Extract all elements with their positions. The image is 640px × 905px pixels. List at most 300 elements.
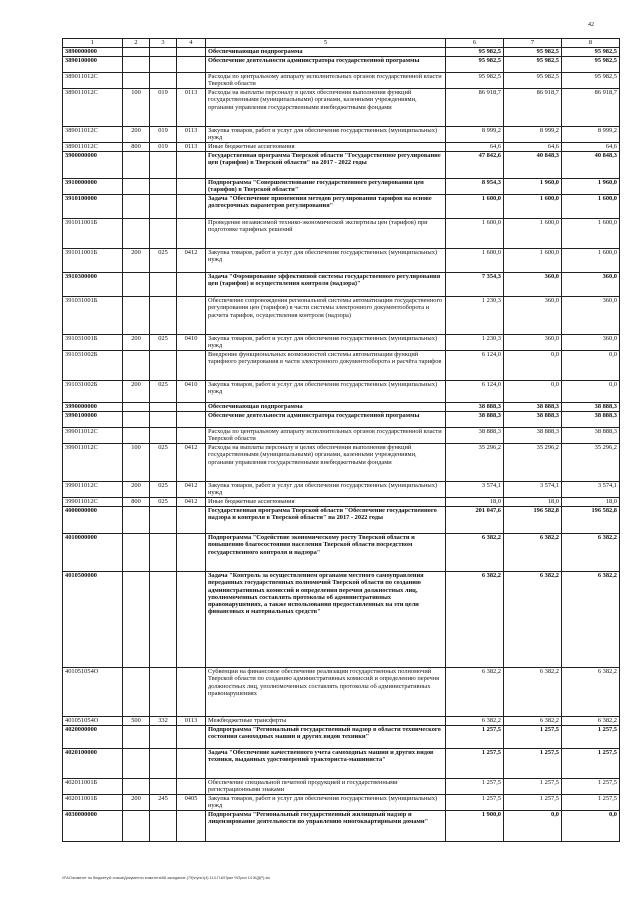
budget-code-cell: 389011012С — [63, 89, 123, 127]
page-number: 42 — [588, 22, 594, 28]
section-cell — [123, 811, 150, 842]
amount-year3-cell: 35 296,2 — [562, 444, 620, 482]
table-row — [63, 297, 620, 335]
item-name-cell: Подпрограмма "Содействие экономическому росту Тверской области и повышению благосостояния населения Тверской области посредством государственного контроля и надзора" — [206, 534, 446, 572]
budget-code-cell: 4030000000 — [63, 811, 123, 842]
amount-year1-cell: 35 296,2 — [446, 444, 504, 482]
section-cell: 200 — [123, 127, 150, 143]
amount-year1-cell: 47 842,6 — [446, 152, 504, 179]
amount-year3-cell: 38 888,3 — [562, 403, 620, 412]
amount-year1-cell: 6 124,0 — [446, 381, 504, 403]
expense-type-cell — [177, 811, 206, 842]
table-row — [63, 57, 620, 73]
amount-year2-cell: 35 296,2 — [504, 444, 562, 482]
table-row — [63, 48, 620, 57]
amount-year2-cell: 95 982,5 — [504, 73, 562, 89]
amount-year3-cell: 95 982,5 — [562, 48, 620, 57]
table-row — [63, 717, 620, 726]
budget-code-cell: 3910000000 — [63, 179, 123, 195]
subsection-cell — [150, 351, 177, 381]
item-name-cell: Обеспечивающая подпрограмма — [206, 48, 446, 57]
amount-year2-cell: 1 600,0 — [504, 195, 562, 219]
table-row — [63, 795, 620, 811]
table-row — [63, 779, 620, 795]
column-number-6: 6 — [446, 39, 504, 48]
amount-year2-cell: 6 382,2 — [504, 668, 562, 717]
amount-year2-cell: 0,0 — [504, 811, 562, 842]
subsection-cell: 025 — [150, 335, 177, 351]
item-name-cell: Государственная программа Тверской области "Государственное регулирование цен (тарифов) в Тверской области" на 2017 - 2022 годы — [206, 152, 446, 179]
item-name-cell: Подпрограмма "Региональный государственный надзор в области технического состояния самоходных машин и других видов техники" — [206, 726, 446, 749]
amount-year1-cell: 95 982,5 — [446, 73, 504, 89]
amount-year1-cell: 6 382,2 — [446, 534, 504, 572]
amount-year2-cell: 38 888,3 — [504, 403, 562, 412]
amount-year1-cell: 38 888,3 — [446, 428, 504, 444]
amount-year3-cell: 6 382,2 — [562, 668, 620, 717]
expense-type-cell — [177, 152, 206, 179]
column-number-7: 7 — [504, 39, 562, 48]
section-cell — [123, 297, 150, 335]
amount-year2-cell: 1 257,5 — [504, 779, 562, 795]
amount-year1-cell: 1 257,5 — [446, 779, 504, 795]
budget-table — [62, 38, 620, 842]
amount-year3-cell: 1 257,5 — [562, 795, 620, 811]
budget-code-cell: 399011012С — [63, 482, 123, 498]
amount-year3-cell: 6 382,2 — [562, 717, 620, 726]
section-cell — [123, 219, 150, 249]
amount-year1-cell: 3 574,1 — [446, 482, 504, 498]
amount-year3-cell: 3 574,1 — [562, 482, 620, 498]
budget-code-cell: 391031001Б — [63, 297, 123, 335]
amount-year1-cell: 6 382,2 — [446, 572, 504, 668]
amount-year3-cell: 38 888,3 — [562, 428, 620, 444]
subsection-cell — [150, 507, 177, 534]
budget-table-body — [63, 39, 620, 842]
column-number-2: 2 — [123, 39, 150, 48]
amount-year3-cell: 38 888,3 — [562, 412, 620, 428]
table-row — [63, 444, 620, 482]
subsection-cell — [150, 779, 177, 795]
budget-code-cell: 3900000000 — [63, 152, 123, 179]
section-cell: 800 — [123, 143, 150, 152]
amount-year2-cell: 40 848,3 — [504, 152, 562, 179]
budget-code-cell: 389011012С — [63, 127, 123, 143]
section-cell — [123, 726, 150, 749]
amount-year3-cell: 1 600,0 — [562, 195, 620, 219]
item-name-cell: Закупка товаров, работ и услуг для обеспечения государственных (муниципальных) нужд — [206, 795, 446, 811]
budget-code-cell: 3890100000 — [63, 57, 123, 73]
item-name-cell: Закупка товаров, работ и услуг для обеспечения государственных (муниципальных) нужд — [206, 381, 446, 403]
amount-year3-cell: 1 257,5 — [562, 749, 620, 779]
item-name-cell: Обеспечивающая подпрограмма — [206, 403, 446, 412]
amount-year1-cell: 8 999,2 — [446, 127, 504, 143]
subsection-cell — [150, 297, 177, 335]
section-cell: 200 — [123, 381, 150, 403]
subsection-cell — [150, 749, 177, 779]
section-cell — [123, 572, 150, 668]
table-row — [63, 73, 620, 89]
section-cell — [123, 403, 150, 412]
item-name-cell: Задача "Обеспечение применения методов регулирования тарифов на основе долгосрочных параметров регулирования" — [206, 195, 446, 219]
amount-year2-cell: 1 600,0 — [504, 219, 562, 249]
item-name-cell: Иные бюджетные ассигнования — [206, 498, 446, 507]
amount-year1-cell: 1 600,0 — [446, 219, 504, 249]
table-row — [63, 749, 620, 779]
amount-year2-cell: 1 257,5 — [504, 749, 562, 779]
column-number-5: 5 — [206, 39, 446, 48]
table-row — [63, 811, 620, 842]
item-name-cell: Подпрограмма "Совершенствование государственного регулирования цен (тарифов) в Тверской области" — [206, 179, 446, 195]
amount-year1-cell: 95 982,5 — [446, 57, 504, 73]
amount-year2-cell: 0,0 — [504, 351, 562, 381]
subsection-cell: 025 — [150, 498, 177, 507]
budget-code-cell: 3990000000 — [63, 403, 123, 412]
column-number-1: 1 — [63, 39, 123, 48]
budget-code-cell: 4000000000 — [63, 507, 123, 534]
table-row — [63, 412, 620, 428]
subsection-cell: 019 — [150, 143, 177, 152]
subsection-cell — [150, 572, 177, 668]
section-cell — [123, 152, 150, 179]
table-row — [63, 507, 620, 534]
budget-code-cell: 4010500000 — [63, 572, 123, 668]
item-name-cell: Расходы по центральному аппарату исполнительных органов государственной власти Тверской области — [206, 428, 446, 444]
expense-type-cell — [177, 297, 206, 335]
amount-year2-cell: 18,0 — [504, 498, 562, 507]
expense-type-cell — [177, 195, 206, 219]
expense-type-cell: 0113 — [177, 89, 206, 127]
amount-year3-cell: 6 382,2 — [562, 572, 620, 668]
table-row — [63, 381, 620, 403]
expense-type-cell — [177, 668, 206, 717]
item-name-cell: Обеспечение деятельности администратора государственной программы — [206, 57, 446, 73]
amount-year2-cell: 3 574,1 — [504, 482, 562, 498]
table-row — [63, 335, 620, 351]
expense-type-cell: 0412 — [177, 249, 206, 273]
expense-type-cell: 0113 — [177, 717, 206, 726]
amount-year3-cell: 0,0 — [562, 381, 620, 403]
section-cell: 100 — [123, 444, 150, 482]
expense-type-cell: 0412 — [177, 444, 206, 482]
budget-code-cell: 391031001Б — [63, 335, 123, 351]
table-row — [63, 179, 620, 195]
subsection-cell — [150, 179, 177, 195]
section-cell — [123, 73, 150, 89]
budget-code-cell: 4020100000 — [63, 749, 123, 779]
table-row — [63, 351, 620, 381]
item-name-cell: Обеспечение сопровождения региональной системы автоматизации государственного регулирования цен (тарифов) в части системы электронного документооборота и расчета тарифов, осуществления контроля (надзора) — [206, 297, 446, 335]
section-cell — [123, 779, 150, 795]
amount-year1-cell: 1 600,0 — [446, 249, 504, 273]
column-number-3: 3 — [150, 39, 177, 48]
subsection-cell — [150, 668, 177, 717]
section-cell: 200 — [123, 249, 150, 273]
section-cell — [123, 48, 150, 57]
expense-type-cell: 0410 — [177, 381, 206, 403]
item-name-cell: Задача "Формирование эффективной системы государственного регулирования цен (тарифов) и осуществления контроля (надзора)" — [206, 273, 446, 297]
budget-code-cell: 402011001Б — [63, 795, 123, 811]
expense-type-cell — [177, 57, 206, 73]
amount-year3-cell: 86 918,7 — [562, 89, 620, 127]
amount-year3-cell: 1 600,0 — [562, 219, 620, 249]
expense-type-cell: 0113 — [177, 143, 206, 152]
amount-year3-cell: 18,0 — [562, 498, 620, 507]
expense-type-cell — [177, 73, 206, 89]
amount-year1-cell: 1 900,0 — [446, 811, 504, 842]
budget-code-cell: 391011001Б — [63, 219, 123, 249]
amount-year3-cell: 1 257,5 — [562, 726, 620, 749]
section-cell: 200 — [123, 482, 150, 498]
table-row — [63, 534, 620, 572]
expense-type-cell — [177, 351, 206, 381]
subsection-cell — [150, 811, 177, 842]
item-name-cell: Закупка товаров, работ и услуг для обеспечения государственных (муниципальных) нужд — [206, 127, 446, 143]
item-name-cell: Внедрение функциональных возможностей системы автоматизации функций тарифного регулирования в части электронного документооборота и расчёта тарифов — [206, 351, 446, 381]
subsection-cell: 332 — [150, 717, 177, 726]
amount-year1-cell: 8 954,3 — [446, 179, 504, 195]
table-row — [63, 428, 620, 444]
budget-code-cell: 3990100000 — [63, 412, 123, 428]
expense-type-cell — [177, 534, 206, 572]
amount-year3-cell: 0,0 — [562, 351, 620, 381]
table-row — [63, 249, 620, 273]
amount-year2-cell: 1 257,5 — [504, 795, 562, 811]
table-row — [63, 127, 620, 143]
section-cell — [123, 668, 150, 717]
subsection-cell — [150, 403, 177, 412]
item-name-cell: Межбюджетные трансферты — [206, 717, 446, 726]
table-row — [63, 668, 620, 717]
amount-year1-cell: 38 888,3 — [446, 403, 504, 412]
item-name-cell: Проведение независимой технико-экономической экспертизы цен (тарифов) при подготовке тарифных решений — [206, 219, 446, 249]
expense-type-cell — [177, 273, 206, 297]
expense-type-cell — [177, 749, 206, 779]
amount-year1-cell: 1 230,3 — [446, 335, 504, 351]
amount-year2-cell: 86 918,7 — [504, 89, 562, 127]
item-name-cell: Закупка товаров, работ и услуг для обеспечения государственных (муниципальных) нужд — [206, 482, 446, 498]
subsection-cell — [150, 428, 177, 444]
expense-type-cell — [177, 48, 206, 57]
amount-year1-cell: 1 257,5 — [446, 749, 504, 779]
table-row — [63, 219, 620, 249]
subsection-cell: 025 — [150, 249, 177, 273]
expense-type-cell — [177, 779, 206, 795]
amount-year3-cell: 6 382,2 — [562, 534, 620, 572]
subsection-cell — [150, 534, 177, 572]
table-row — [63, 726, 620, 749]
budget-code-cell: 391031002Б — [63, 381, 123, 403]
section-cell — [123, 57, 150, 73]
amount-year3-cell: 64,6 — [562, 143, 620, 152]
subsection-cell — [150, 48, 177, 57]
table-row — [63, 482, 620, 498]
budget-code-cell: 389011012С — [63, 73, 123, 89]
section-cell: 800 — [123, 498, 150, 507]
file-path-footer: \\FAO\комитет по бюджету\6 созыв\Документы комитета\58 заседание (79)\пункт(4) 113-П-6\Прил 9\Прил 14 Ж(ДР)-xls — [62, 876, 271, 880]
section-cell — [123, 195, 150, 219]
expense-type-cell — [177, 219, 206, 249]
item-name-cell: Расходы на выплаты персоналу в целях обеспечения выполнения функций государственными (муниципальными) органами, казенными учреждениями, органами управления государственными внебюджетными фондами — [206, 89, 446, 127]
subsection-cell: 025 — [150, 381, 177, 403]
budget-code-cell: 401051054О — [63, 717, 123, 726]
section-cell — [123, 179, 150, 195]
subsection-cell: 019 — [150, 127, 177, 143]
subsection-cell — [150, 412, 177, 428]
item-name-cell: Закупка товаров, работ и услуг для обеспечения государственных (муниципальных) нужд — [206, 335, 446, 351]
subsection-cell — [150, 219, 177, 249]
expense-type-cell — [177, 507, 206, 534]
amount-year3-cell: 1 600,0 — [562, 249, 620, 273]
expense-type-cell — [177, 726, 206, 749]
expense-type-cell — [177, 403, 206, 412]
amount-year1-cell: 201 047,6 — [446, 507, 504, 534]
column-number-4: 4 — [177, 39, 206, 48]
table-row — [63, 143, 620, 152]
budget-code-cell: 3910100000 — [63, 195, 123, 219]
budget-code-cell: 401051054О — [63, 668, 123, 717]
subsection-cell — [150, 726, 177, 749]
expense-type-cell: 0412 — [177, 498, 206, 507]
budget-code-cell: 4010000000 — [63, 534, 123, 572]
budget-code-cell: 4020000000 — [63, 726, 123, 749]
amount-year2-cell: 0,0 — [504, 381, 562, 403]
item-name-cell: Субвенции на финансовое обеспечение реализации государственных полномочий Тверской области по созданию административных комиссий и определению перечня должностных лиц, уполномоченных составлять протоколы об административных правонарушениях — [206, 668, 446, 717]
budget-code-cell: 402011001Б — [63, 779, 123, 795]
amount-year1-cell: 38 888,3 — [446, 412, 504, 428]
budget-code-cell: 391011001Б — [63, 249, 123, 273]
amount-year2-cell: 95 982,5 — [504, 48, 562, 57]
amount-year2-cell: 6 382,2 — [504, 534, 562, 572]
amount-year2-cell: 38 888,3 — [504, 412, 562, 428]
expense-type-cell — [177, 179, 206, 195]
expense-type-cell — [177, 412, 206, 428]
amount-year1-cell: 64,6 — [446, 143, 504, 152]
table-row — [63, 152, 620, 179]
expense-type-cell — [177, 428, 206, 444]
item-name-cell: Иные бюджетные ассигнования — [206, 143, 446, 152]
table-row — [63, 195, 620, 219]
amount-year2-cell: 6 382,2 — [504, 572, 562, 668]
amount-year3-cell: 1 960,0 — [562, 179, 620, 195]
section-cell — [123, 412, 150, 428]
item-name-cell: Расходы на выплаты персоналу в целях обеспечения выполнения функций государственными (муниципальными) органами, казенными учреждениями, органами управления государственными внебюджетными фондами — [206, 444, 446, 482]
amount-year2-cell: 64,6 — [504, 143, 562, 152]
amount-year1-cell: 1 600,0 — [446, 195, 504, 219]
section-cell: 500 — [123, 717, 150, 726]
amount-year3-cell: 360,0 — [562, 335, 620, 351]
amount-year1-cell: 95 982,5 — [446, 48, 504, 57]
budget-code-cell: 391031002Б — [63, 351, 123, 381]
section-cell — [123, 273, 150, 297]
column-number-row — [63, 39, 620, 48]
subsection-cell — [150, 273, 177, 297]
amount-year3-cell: 1 257,5 — [562, 779, 620, 795]
section-cell — [123, 749, 150, 779]
subsection-cell: 025 — [150, 444, 177, 482]
amount-year1-cell: 1 257,5 — [446, 726, 504, 749]
item-name-cell: Обеспечение деятельности администратора государственной программы — [206, 412, 446, 428]
amount-year1-cell: 1 257,5 — [446, 795, 504, 811]
table-row — [63, 572, 620, 668]
budget-code-cell: 3910300000 — [63, 273, 123, 297]
subsection-cell — [150, 57, 177, 73]
item-name-cell: Подпрограмма "Региональный государственный жилищный надзор и лицензирование деятельности по управлению многоквартирными домами" — [206, 811, 446, 842]
amount-year3-cell: 95 982,5 — [562, 73, 620, 89]
table-row — [63, 498, 620, 507]
budget-code-cell: 399011012С — [63, 498, 123, 507]
amount-year2-cell: 6 382,2 — [504, 717, 562, 726]
section-cell — [123, 534, 150, 572]
section-cell: 200 — [123, 795, 150, 811]
amount-year1-cell: 7 354,3 — [446, 273, 504, 297]
subsection-cell — [150, 73, 177, 89]
amount-year2-cell: 196 582,8 — [504, 507, 562, 534]
table-row — [63, 403, 620, 412]
budget-code-cell: 399011012С — [63, 444, 123, 482]
item-name-cell: Задача "Контроль за осуществлением органами местного самоуправления переданных государственных полномочий Тверской области по созданию административных комиссий и определения перечня должностных лиц, уполномоченных составлять протоколы об административных правонарушениях, а также использования предоставленных на эти цели финансовых и материальных средств" — [206, 572, 446, 668]
amount-year3-cell: 40 848,3 — [562, 152, 620, 179]
amount-year1-cell: 18,0 — [446, 498, 504, 507]
expense-type-cell: 0412 — [177, 482, 206, 498]
amount-year3-cell: 95 982,5 — [562, 57, 620, 73]
budget-code-cell: 399011012С — [63, 428, 123, 444]
amount-year3-cell: 0,0 — [562, 811, 620, 842]
section-cell — [123, 507, 150, 534]
budget-code-cell: 3890000000 — [63, 48, 123, 57]
amount-year2-cell: 95 982,5 — [504, 57, 562, 73]
budget-code-cell: 389011012С — [63, 143, 123, 152]
item-name-cell: Закупка товаров, работ и услуг для обеспечения государственных (муниципальных) нужд — [206, 249, 446, 273]
section-cell: 100 — [123, 89, 150, 127]
amount-year2-cell: 360,0 — [504, 297, 562, 335]
item-name-cell: Обеспечение специальной печатной продукцией и государственными регистрационными знаками — [206, 779, 446, 795]
expense-type-cell: 0410 — [177, 335, 206, 351]
item-name-cell: Государственная программа Тверской области "Обеспечение государственного надзора и контроля в Тверской области" на 2017 - 2022 годы — [206, 507, 446, 534]
amount-year2-cell: 1 960,0 — [504, 179, 562, 195]
expense-type-cell: 0113 — [177, 127, 206, 143]
table-row — [63, 89, 620, 127]
amount-year2-cell: 1 257,5 — [504, 726, 562, 749]
section-cell: 200 — [123, 335, 150, 351]
amount-year3-cell: 360,0 — [562, 273, 620, 297]
subsection-cell: 019 — [150, 89, 177, 127]
item-name-cell: Расходы по центральному аппарату исполнительных органов государственной власти Тверской области — [206, 73, 446, 89]
amount-year2-cell: 1 600,0 — [504, 249, 562, 273]
amount-year3-cell: 8 999,2 — [562, 127, 620, 143]
amount-year2-cell: 360,0 — [504, 273, 562, 297]
amount-year1-cell: 6 382,2 — [446, 717, 504, 726]
subsection-cell — [150, 152, 177, 179]
expense-type-cell — [177, 572, 206, 668]
amount-year3-cell: 196 582,8 — [562, 507, 620, 534]
amount-year1-cell: 6 124,0 — [446, 351, 504, 381]
amount-year1-cell: 86 918,7 — [446, 89, 504, 127]
amount-year3-cell: 360,0 — [562, 297, 620, 335]
subsection-cell — [150, 195, 177, 219]
amount-year2-cell: 360,0 — [504, 335, 562, 351]
table-row — [63, 273, 620, 297]
item-name-cell: Задача "Обеспечение качественного учета самоходных машин и других видов техники, выданных удостоверений тракториста-машиниста" — [206, 749, 446, 779]
amount-year2-cell: 38 888,3 — [504, 428, 562, 444]
amount-year2-cell: 8 999,2 — [504, 127, 562, 143]
section-cell — [123, 351, 150, 381]
amount-year1-cell: 6 382,2 — [446, 668, 504, 717]
subsection-cell: 025 — [150, 482, 177, 498]
section-cell — [123, 428, 150, 444]
column-number-8: 8 — [562, 39, 620, 48]
expense-type-cell: 0405 — [177, 795, 206, 811]
amount-year1-cell: 1 230,3 — [446, 297, 504, 335]
